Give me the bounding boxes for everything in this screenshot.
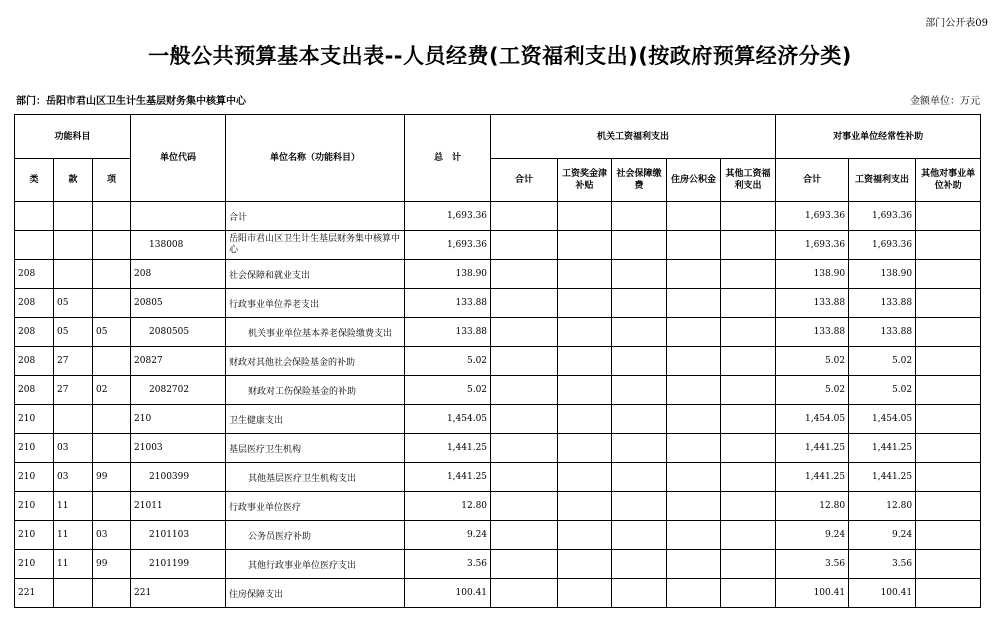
cell-org-other xyxy=(721,521,776,550)
cell-inst-other xyxy=(916,231,981,260)
cell-kuan xyxy=(54,231,93,260)
cell-unit-name: 社会保障和就业支出 xyxy=(226,260,405,289)
cell-org-total xyxy=(491,260,558,289)
cell-lei: 210 xyxy=(15,492,54,521)
cell-lei xyxy=(15,231,54,260)
expenditure-table xyxy=(14,114,981,608)
cell-inst-other xyxy=(916,202,981,231)
cell-inst-other xyxy=(916,347,981,376)
cell-lei: 208 xyxy=(15,318,54,347)
cell-unit-code: 210 xyxy=(131,405,226,434)
cell-unit-code: 2082702 xyxy=(131,376,226,405)
cell-inst-total: 12.80 xyxy=(776,492,849,521)
cell-kuan: 05 xyxy=(54,289,93,318)
header-lei: 类 xyxy=(15,159,54,202)
table-row xyxy=(15,521,981,550)
cell-inst-other xyxy=(916,434,981,463)
cell-org-salary xyxy=(558,347,612,376)
cell-kuan: 11 xyxy=(54,550,93,579)
cell-org-other xyxy=(721,579,776,608)
cell-org-social xyxy=(612,434,667,463)
cell-unit-name: 基层医疗卫生机构 xyxy=(226,434,405,463)
header-kuan: 款 xyxy=(54,159,93,202)
table-row xyxy=(15,579,981,608)
cell-total: 3.56 xyxy=(405,550,491,579)
cell-org-housing xyxy=(667,260,721,289)
cell-inst-salary: 1,441.25 xyxy=(849,463,916,492)
cell-total: 138.90 xyxy=(405,260,491,289)
cell-org-other xyxy=(721,318,776,347)
cell-org-social xyxy=(612,260,667,289)
cell-inst-total: 5.02 xyxy=(776,347,849,376)
cell-org-housing xyxy=(667,550,721,579)
header-total: 总 计 xyxy=(405,115,491,202)
cell-org-total xyxy=(491,550,558,579)
cell-org-social xyxy=(612,376,667,405)
header-org-total: 合计 xyxy=(491,159,558,202)
cell-org-total xyxy=(491,492,558,521)
cell-inst-other xyxy=(916,492,981,521)
cell-inst-total: 5.02 xyxy=(776,376,849,405)
table-row xyxy=(15,202,981,231)
header-org-salary: 工资奖金津补贴 xyxy=(558,159,612,202)
cell-org-social xyxy=(612,405,667,434)
cell-total: 133.88 xyxy=(405,289,491,318)
cell-inst-salary: 133.88 xyxy=(849,289,916,318)
cell-lei: 210 xyxy=(15,550,54,579)
cell-org-social xyxy=(612,492,667,521)
cell-unit-name: 岳阳市君山区卫生计生基层财务集中核算中心 xyxy=(226,231,405,260)
cell-org-salary xyxy=(558,318,612,347)
cell-kuan xyxy=(54,405,93,434)
cell-org-social xyxy=(612,289,667,318)
cell-inst-other xyxy=(916,550,981,579)
table-row xyxy=(15,347,981,376)
cell-xiang xyxy=(93,202,131,231)
cell-kuan: 27 xyxy=(54,376,93,405)
header-inst-salary: 工资福利支出 xyxy=(849,159,916,202)
cell-inst-total: 100.41 xyxy=(776,579,849,608)
cell-unit-name: 住房保障支出 xyxy=(226,579,405,608)
cell-xiang xyxy=(93,434,131,463)
cell-inst-total: 1,693.36 xyxy=(776,231,849,260)
cell-lei: 208 xyxy=(15,289,54,318)
cell-xiang xyxy=(93,405,131,434)
cell-unit-code: 21003 xyxy=(131,434,226,463)
cell-xiang: 02 xyxy=(93,376,131,405)
table-row xyxy=(15,376,981,405)
cell-org-other xyxy=(721,492,776,521)
cell-kuan: 05 xyxy=(54,318,93,347)
amount-unit-label: 金额单位：万元 xyxy=(910,96,980,107)
cell-org-salary xyxy=(558,521,612,550)
cell-org-other xyxy=(721,550,776,579)
cell-inst-total: 1,693.36 xyxy=(776,202,849,231)
cell-org-total xyxy=(491,405,558,434)
cell-lei: 208 xyxy=(15,260,54,289)
cell-org-other xyxy=(721,463,776,492)
cell-org-housing xyxy=(667,521,721,550)
cell-total: 1,441.25 xyxy=(405,434,491,463)
cell-org-other xyxy=(721,202,776,231)
cell-unit-name: 机关事业单位基本养老保险缴费支出 xyxy=(226,318,405,347)
cell-org-housing xyxy=(667,492,721,521)
cell-inst-salary: 5.02 xyxy=(849,347,916,376)
cell-inst-other xyxy=(916,318,981,347)
cell-org-total xyxy=(491,521,558,550)
table-row xyxy=(15,492,981,521)
cell-unit-name: 财政对工伤保险基金的补助 xyxy=(226,376,405,405)
cell-xiang: 05 xyxy=(93,318,131,347)
table-row xyxy=(15,289,981,318)
cell-kuan xyxy=(54,579,93,608)
cell-total: 12.80 xyxy=(405,492,491,521)
cell-inst-total: 1,454.05 xyxy=(776,405,849,434)
cell-lei: 210 xyxy=(15,405,54,434)
header-inst-total: 合计 xyxy=(776,159,849,202)
cell-xiang: 99 xyxy=(93,463,131,492)
cell-org-total xyxy=(491,231,558,260)
cell-unit-name: 其他行政事业单位医疗支出 xyxy=(226,550,405,579)
cell-org-other xyxy=(721,260,776,289)
header-unit-name: 单位名称（功能科目） xyxy=(226,115,405,202)
header-org-housing: 住房公积金 xyxy=(667,159,721,202)
cell-org-salary xyxy=(558,231,612,260)
table-row xyxy=(15,405,981,434)
header-org-group: 机关工资福利支出 xyxy=(491,115,776,159)
page-title: 一般公共预算基本支出表--人员经费(工资福利支出)(按政府预算经济分类) xyxy=(148,44,852,68)
cell-inst-salary: 5.02 xyxy=(849,376,916,405)
cell-unit-code: 2100399 xyxy=(131,463,226,492)
cell-org-salary xyxy=(558,202,612,231)
cell-inst-total: 1,441.25 xyxy=(776,463,849,492)
cell-total: 133.88 xyxy=(405,318,491,347)
cell-org-social xyxy=(612,347,667,376)
header-func-subject: 功能科目 xyxy=(15,115,131,159)
cell-total: 1,693.36 xyxy=(405,202,491,231)
cell-unit-code xyxy=(131,202,226,231)
cell-inst-salary: 138.90 xyxy=(849,260,916,289)
cell-unit-code: 2101103 xyxy=(131,521,226,550)
cell-xiang xyxy=(93,347,131,376)
cell-inst-salary: 3.56 xyxy=(849,550,916,579)
cell-xiang: 99 xyxy=(93,550,131,579)
table-row xyxy=(15,550,981,579)
cell-lei: 208 xyxy=(15,376,54,405)
cell-unit-code: 2080505 xyxy=(131,318,226,347)
cell-inst-salary: 1,454.05 xyxy=(849,405,916,434)
cell-org-total xyxy=(491,289,558,318)
cell-org-other xyxy=(721,289,776,318)
cell-org-other xyxy=(721,376,776,405)
cell-inst-salary: 9.24 xyxy=(849,521,916,550)
cell-xiang xyxy=(93,492,131,521)
cell-unit-name: 公务员医疗补助 xyxy=(226,521,405,550)
cell-lei: 221 xyxy=(15,579,54,608)
table-row xyxy=(15,231,981,260)
cell-unit-code: 20805 xyxy=(131,289,226,318)
cell-org-salary xyxy=(558,405,612,434)
header-unit-code: 单位代码 xyxy=(131,115,226,202)
cell-unit-code: 2101199 xyxy=(131,550,226,579)
header-inst-other: 其他对事业单位补助 xyxy=(916,159,981,202)
cell-org-social xyxy=(612,521,667,550)
cell-lei: 210 xyxy=(15,463,54,492)
cell-inst-total: 1,441.25 xyxy=(776,434,849,463)
cell-org-total xyxy=(491,318,558,347)
cell-org-total xyxy=(491,434,558,463)
cell-org-salary xyxy=(558,492,612,521)
cell-xiang xyxy=(93,579,131,608)
cell-inst-salary: 1,693.36 xyxy=(849,231,916,260)
cell-inst-other xyxy=(916,289,981,318)
department-label: 部门：岳阳市君山区卫生计生基层财务集中核算中心 xyxy=(16,96,246,107)
cell-org-salary xyxy=(558,550,612,579)
cell-unit-name: 其他基层医疗卫生机构支出 xyxy=(226,463,405,492)
header-xiang: 项 xyxy=(93,159,131,202)
cell-org-housing xyxy=(667,434,721,463)
cell-org-total xyxy=(491,579,558,608)
cell-inst-salary: 100.41 xyxy=(849,579,916,608)
header-org-other: 其他工资福利支出 xyxy=(721,159,776,202)
cell-kuan xyxy=(54,260,93,289)
cell-inst-salary: 1,693.36 xyxy=(849,202,916,231)
cell-inst-other xyxy=(916,579,981,608)
cell-org-salary xyxy=(558,579,612,608)
cell-lei: 210 xyxy=(15,521,54,550)
cell-org-salary xyxy=(558,376,612,405)
cell-inst-other xyxy=(916,260,981,289)
cell-inst-total: 9.24 xyxy=(776,521,849,550)
cell-total: 5.02 xyxy=(405,376,491,405)
table-row xyxy=(15,434,981,463)
cell-org-salary xyxy=(558,463,612,492)
cell-inst-other xyxy=(916,521,981,550)
cell-inst-salary: 12.80 xyxy=(849,492,916,521)
cell-lei: 210 xyxy=(15,434,54,463)
cell-org-social xyxy=(612,202,667,231)
cell-org-salary xyxy=(558,289,612,318)
cell-org-salary xyxy=(558,260,612,289)
cell-unit-code: 221 xyxy=(131,579,226,608)
cell-unit-name: 财政对其他社会保险基金的补助 xyxy=(226,347,405,376)
cell-total: 100.41 xyxy=(405,579,491,608)
cell-kuan: 27 xyxy=(54,347,93,376)
cell-lei: 208 xyxy=(15,347,54,376)
cell-org-total xyxy=(491,202,558,231)
cell-unit-code: 21011 xyxy=(131,492,226,521)
cell-kuan: 03 xyxy=(54,463,93,492)
cell-inst-other xyxy=(916,376,981,405)
cell-total: 1,693.36 xyxy=(405,231,491,260)
cell-xiang xyxy=(93,289,131,318)
cell-org-housing xyxy=(667,289,721,318)
cell-org-social xyxy=(612,579,667,608)
cell-org-housing xyxy=(667,231,721,260)
cell-org-housing xyxy=(667,202,721,231)
cell-kuan: 11 xyxy=(54,492,93,521)
table-row xyxy=(15,260,981,289)
cell-org-social xyxy=(612,318,667,347)
cell-kuan: 03 xyxy=(54,434,93,463)
cell-kuan xyxy=(54,202,93,231)
cell-inst-total: 3.56 xyxy=(776,550,849,579)
cell-unit-name: 合计 xyxy=(226,202,405,231)
cell-org-housing xyxy=(667,463,721,492)
cell-org-social xyxy=(612,463,667,492)
cell-inst-total: 133.88 xyxy=(776,289,849,318)
cell-kuan: 11 xyxy=(54,521,93,550)
cell-unit-code: 20827 xyxy=(131,347,226,376)
cell-unit-name: 卫生健康支出 xyxy=(226,405,405,434)
header-inst-group: 对事业单位经常性补助 xyxy=(776,115,981,159)
cell-inst-total: 133.88 xyxy=(776,318,849,347)
cell-inst-salary: 1,441.25 xyxy=(849,434,916,463)
cell-unit-code: 138008 xyxy=(131,231,226,260)
cell-org-other xyxy=(721,434,776,463)
cell-unit-name: 行政事业单位医疗 xyxy=(226,492,405,521)
cell-total: 1,441.25 xyxy=(405,463,491,492)
cell-xiang xyxy=(93,260,131,289)
cell-total: 9.24 xyxy=(405,521,491,550)
cell-org-housing xyxy=(667,579,721,608)
form-code: 部门公开表09 xyxy=(925,18,988,29)
cell-unit-name: 行政事业单位养老支出 xyxy=(226,289,405,318)
cell-org-housing xyxy=(667,405,721,434)
cell-org-other xyxy=(721,231,776,260)
table-row xyxy=(15,463,981,492)
cell-xiang xyxy=(93,231,131,260)
cell-org-social xyxy=(612,550,667,579)
cell-inst-salary: 133.88 xyxy=(849,318,916,347)
cell-lei xyxy=(15,202,54,231)
cell-org-other xyxy=(721,405,776,434)
cell-unit-code: 208 xyxy=(131,260,226,289)
cell-org-total xyxy=(491,376,558,405)
cell-total: 1,454.05 xyxy=(405,405,491,434)
header-org-social: 社会保障缴费 xyxy=(612,159,667,202)
cell-org-housing xyxy=(667,318,721,347)
cell-org-housing xyxy=(667,376,721,405)
cell-inst-other xyxy=(916,405,981,434)
cell-org-total xyxy=(491,463,558,492)
table-row xyxy=(15,318,981,347)
cell-org-other xyxy=(721,347,776,376)
cell-org-social xyxy=(612,231,667,260)
cell-inst-total: 138.90 xyxy=(776,260,849,289)
cell-xiang: 03 xyxy=(93,521,131,550)
cell-org-housing xyxy=(667,347,721,376)
cell-inst-other xyxy=(916,463,981,492)
cell-org-salary xyxy=(558,434,612,463)
cell-total: 5.02 xyxy=(405,347,491,376)
cell-org-total xyxy=(491,347,558,376)
